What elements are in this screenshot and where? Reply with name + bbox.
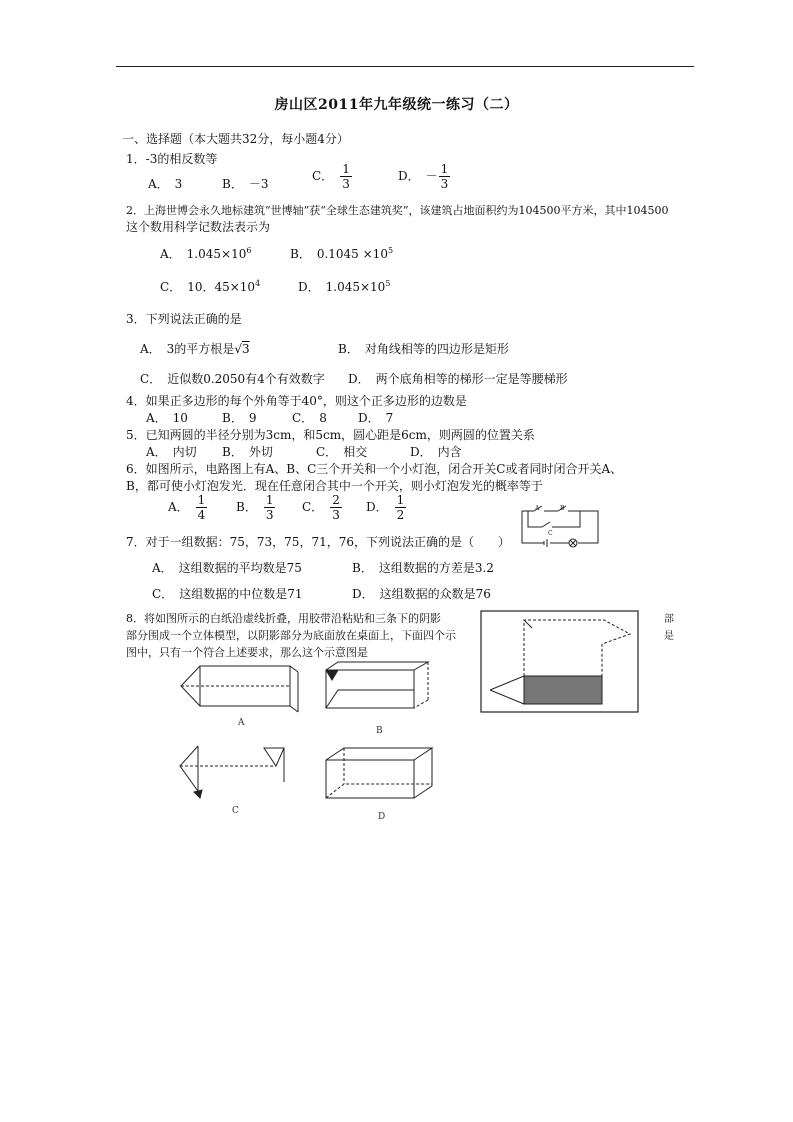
q7-option-b: B． 这组数据的方差是3.2 bbox=[352, 561, 494, 575]
q3-option-b: B． 对角线相等的四边形是矩形 bbox=[338, 342, 509, 356]
q6-option-d: D． $\frac{1}{2}$ bbox=[366, 493, 405, 522]
switch-c-label: C bbox=[548, 530, 553, 537]
fraction: $\frac{1}{3}$ bbox=[265, 493, 274, 522]
q2-stem-line1: 2．上海世博会永久地标建筑“世博轴”获“全球生态建筑奖”，该建筑占地面积约为104500平方米，其中104500 bbox=[126, 204, 669, 217]
q8-side-text-1: 部 bbox=[664, 614, 674, 625]
q6-option-a: A． $\frac{1}{4}$ bbox=[168, 493, 206, 522]
figure-a bbox=[178, 660, 298, 718]
q5-option-c: C． 相交 bbox=[316, 445, 368, 459]
switch-b-label: B bbox=[560, 505, 565, 512]
option-text: －3 bbox=[248, 177, 269, 191]
figure-a-label: A bbox=[238, 718, 245, 728]
fraction: $\frac{1}{3}$ bbox=[342, 162, 350, 191]
switch-c bbox=[542, 522, 550, 527]
figure-d bbox=[322, 746, 442, 802]
option-text: 3 bbox=[174, 177, 183, 191]
q8-stem-line1: 8．将如图所示的白纸沿虚线折叠，用胶带沿粘贴和三条下的阴影 bbox=[126, 612, 441, 625]
q1-stem: 1．-3的相反数等 bbox=[126, 152, 218, 166]
q4-option-a: A． 10 bbox=[146, 411, 188, 425]
q1-option-a bbox=[148, 175, 182, 192]
option-label: D． bbox=[398, 169, 420, 183]
q6-option-c: C． $\frac{2}{3}$ bbox=[302, 493, 340, 522]
q4-stem: 4．如果正多边形的每个外角等于40°，则这个正多边形的边数是 bbox=[126, 394, 467, 408]
q2-option-d: D． $1.045\times 10^5$ bbox=[298, 279, 391, 294]
q3-option-c: C． 近似数0.2050有4个有效数字 bbox=[140, 372, 325, 386]
q8-side-text-2: 是 bbox=[664, 631, 674, 642]
q1-option-d bbox=[398, 163, 451, 190]
figure-c bbox=[176, 742, 288, 802]
q8-stem-line2: 部分围成一个立体模型，以阴影部分为底面放在桌面上，下面四个示 bbox=[126, 629, 456, 642]
shaded-base bbox=[524, 676, 602, 704]
q7-option-d: D． 这组数据的众数是76 bbox=[352, 587, 491, 601]
section-heading: 一、选择题（本大题共32分，每小题4分） bbox=[122, 132, 349, 146]
top-rule bbox=[116, 66, 694, 67]
circuit-diagram bbox=[520, 505, 600, 550]
fraction: $\frac{2}{3}$ bbox=[332, 493, 340, 522]
fold-outline-top bbox=[524, 620, 630, 676]
q8-stem-line3: 图中，只有一个符合上述要求，那么这个示意图是 bbox=[126, 646, 368, 659]
q2-stem-line2: 这个数用科学记数法表示为 bbox=[126, 220, 271, 234]
q7-option-c: C． 这组数据的中位数是71 bbox=[152, 587, 303, 601]
q3-stem: 3．下列说法正确的是 bbox=[126, 312, 242, 326]
switch-a-label: A bbox=[535, 505, 540, 512]
q2-option-b: B． $0.1045 \times 10^5$ bbox=[290, 246, 394, 261]
q4-option-c: C． 8 bbox=[292, 411, 327, 425]
q7-stem: 7．对于一组数据：75，73，75，71，76，下列说法正确的是（ ） bbox=[126, 535, 510, 549]
q5-stem: 5．已知两圆的半径分别为3cm，和5cm，圆心距是6cm，则两圆的位置关系 bbox=[126, 428, 535, 442]
option-label: B． bbox=[222, 177, 243, 191]
fraction: $\frac{1}{4}$ bbox=[197, 493, 206, 522]
q5-option-a: A． 内切 bbox=[146, 445, 197, 459]
fraction: $\frac{1}{2}$ bbox=[396, 493, 405, 522]
q1-option-c bbox=[312, 163, 353, 190]
option-label: C． bbox=[312, 169, 334, 183]
figure-b-label: B bbox=[376, 726, 383, 736]
sqrt-sign: √ bbox=[234, 342, 242, 356]
wire bbox=[528, 511, 542, 527]
q4-option-d: D． 7 bbox=[358, 411, 394, 425]
q2-option-c: C． 10．$45\times 10^4$ bbox=[160, 279, 261, 294]
q3-option-a: A． 3的平方根是√3 bbox=[140, 342, 250, 356]
paper-net-figure bbox=[480, 610, 640, 714]
figure-c-label: C bbox=[232, 806, 239, 816]
q6-stem-line1: 6．如图所示，电路图上有A、B、C三个开关和一个小灯泡，闭合开关C或者同时闭合开关A、 bbox=[126, 462, 623, 476]
q6-option-b: B． $\frac{1}{3}$ bbox=[236, 493, 274, 522]
fraction: $\frac{1}{3}$ bbox=[440, 162, 449, 191]
q4-option-b: B． 9 bbox=[222, 411, 257, 425]
option-label: A． bbox=[148, 177, 169, 191]
page-title: 房山区2011年九年级统一练习（二） bbox=[274, 97, 519, 113]
q2-option-a: A． $1.045\times 10^6$ bbox=[160, 246, 252, 261]
q3-option-d: D． 两个底角相等的梯形一定是等腰梯形 bbox=[348, 372, 568, 386]
q5-option-b: B． 外切 bbox=[222, 445, 273, 459]
wire bbox=[552, 511, 580, 527]
q1-option-b bbox=[222, 175, 268, 192]
q7-option-a: A． 这组数据的平均数是75 bbox=[152, 561, 302, 575]
q5-option-d: D． 内含 bbox=[410, 445, 462, 459]
minus-sign: － bbox=[425, 169, 438, 183]
figure-d-label: D bbox=[378, 812, 386, 822]
figure-b bbox=[318, 660, 438, 718]
q6-stem-line2: B，都可使小灯泡发光．现在任意闭合其中一个开关，则小灯泡发光的概率等于 bbox=[126, 479, 543, 493]
